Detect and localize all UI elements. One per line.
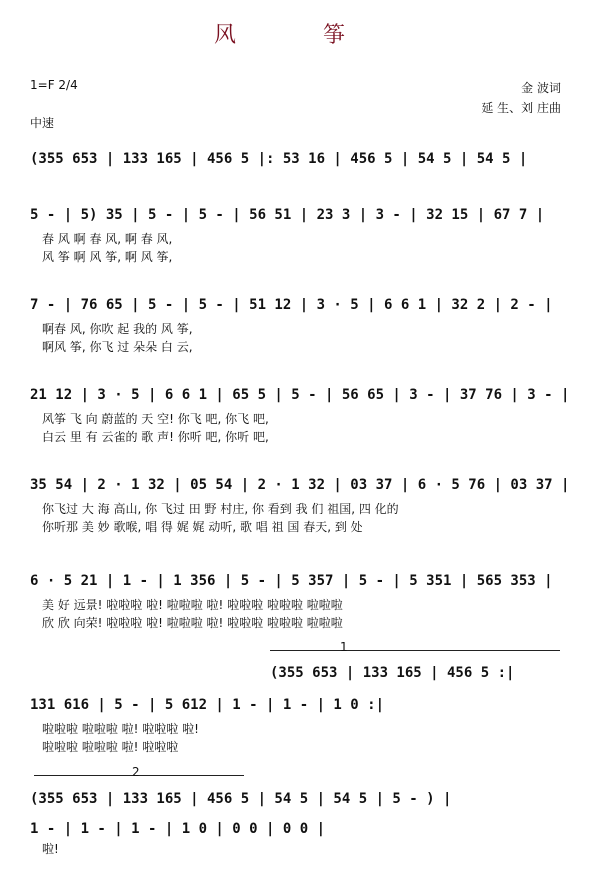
lyric-line-5b: 你听那 美 妙 歌喉, 唱 得 娓 娓 动听, 歌 唱 祖 国 春天, 到 处 [42, 520, 363, 534]
lyric-line-3b: 啊风 筝, 你飞 过 朵朵 白 云, [42, 340, 193, 354]
score-line-7: (355 653 | 133 165 | 456 5 :| [270, 665, 515, 681]
score-line-3: 7 - | 76 65 | 5 - | 5 - | 51 12 | 3 · 5 | 6 6 1 | 32 2 | 2 - | [30, 297, 553, 313]
volta-label-1: 1 [340, 640, 348, 654]
lyric-line-10: 啦! [42, 842, 59, 856]
credits [481, 78, 561, 118]
score-line-10: 1 - | 1 - | 1 - | 1 0 | 0 0 | 0 0 | [30, 821, 326, 837]
lyric-line-2b: 风 筝 啊 风 筝, 啊 风 筝, [42, 250, 173, 264]
tempo-marking: 中速 [30, 116, 55, 130]
lyric-line-6b: 欣 欣 向荣! 啦啦啦 啦! 啦啦啦 啦! 啦啦啦 啦啦啦 啦啦啦 [42, 616, 343, 630]
lyric-line-5a: 你飞过 大 海 高山, 你 飞过 田 野 村庄, 你 看到 我 们 祖国, 四 化的 [42, 502, 399, 516]
lyric-line-3a: 啊春 风, 你吹 起 我的 风 筝, [42, 322, 193, 336]
score-line-6: 6 · 5 21 | 1 - | 1 356 | 5 - | 5 357 | 5 - | 5 351 | 565 353 | [30, 573, 553, 589]
score-line-1: (355 653 | 133 165 | 456 5 |: 53 16 | 456 5 | 54 5 | 54 5 | [30, 151, 528, 167]
lyricist: 金 波词 [521, 81, 561, 95]
score-line-5: 35 54 | 2 · 1 32 | 05 54 | 2 · 1 32 | 03 37 | 6 · 5 76 | 03 37 | [30, 477, 570, 493]
key-signature: 1=F 2/4 [30, 78, 78, 92]
song-title: 风 筝 [214, 23, 385, 48]
score-line-2: 5 - | 5) 35 | 5 - | 5 - | 56 51 | 23 3 | 3 - | 32 15 | 67 7 | [30, 207, 545, 223]
score-line-8: 131 616 | 5 - | 5 612 | 1 - | 1 - | 1 0 :| [30, 697, 385, 713]
lyric-line-4a: 风筝 飞 向 蔚蓝的 天 空! 你飞 吧, 你飞 吧, [42, 412, 269, 426]
score-line-9: (355 653 | 133 165 | 456 5 | 54 5 | 54 5 | 5 - ) | [30, 791, 452, 807]
composer: 延 生、刘 庄曲 [481, 101, 561, 115]
lyric-line-4b: 白云 里 有 云雀的 歌 声! 你听 吧, 你听 吧, [42, 430, 269, 444]
volta-label-2: 2 [132, 765, 140, 779]
score-line-4: 21 12 | 3 · 5 | 6 6 1 | 65 5 | 5 - | 56 65 | 3 - | 37 76 | 3 - | [30, 387, 570, 403]
lyric-line-8b: 啦啦啦 啦啦啦 啦! 啦啦啦 [42, 740, 179, 754]
lyric-line-8a: 啦啦啦 啦啦啦 啦! 啦啦啦 啦! [42, 722, 199, 736]
lyric-line-6a: 美 好 远景! 啦啦啦 啦! 啦啦啦 啦! 啦啦啦 啦啦啦 啦啦啦 [42, 598, 343, 612]
lyric-line-2a: 春 风 啊 春 风, 啊 春 风, [42, 232, 173, 246]
volta-bracket-1 [270, 650, 560, 651]
